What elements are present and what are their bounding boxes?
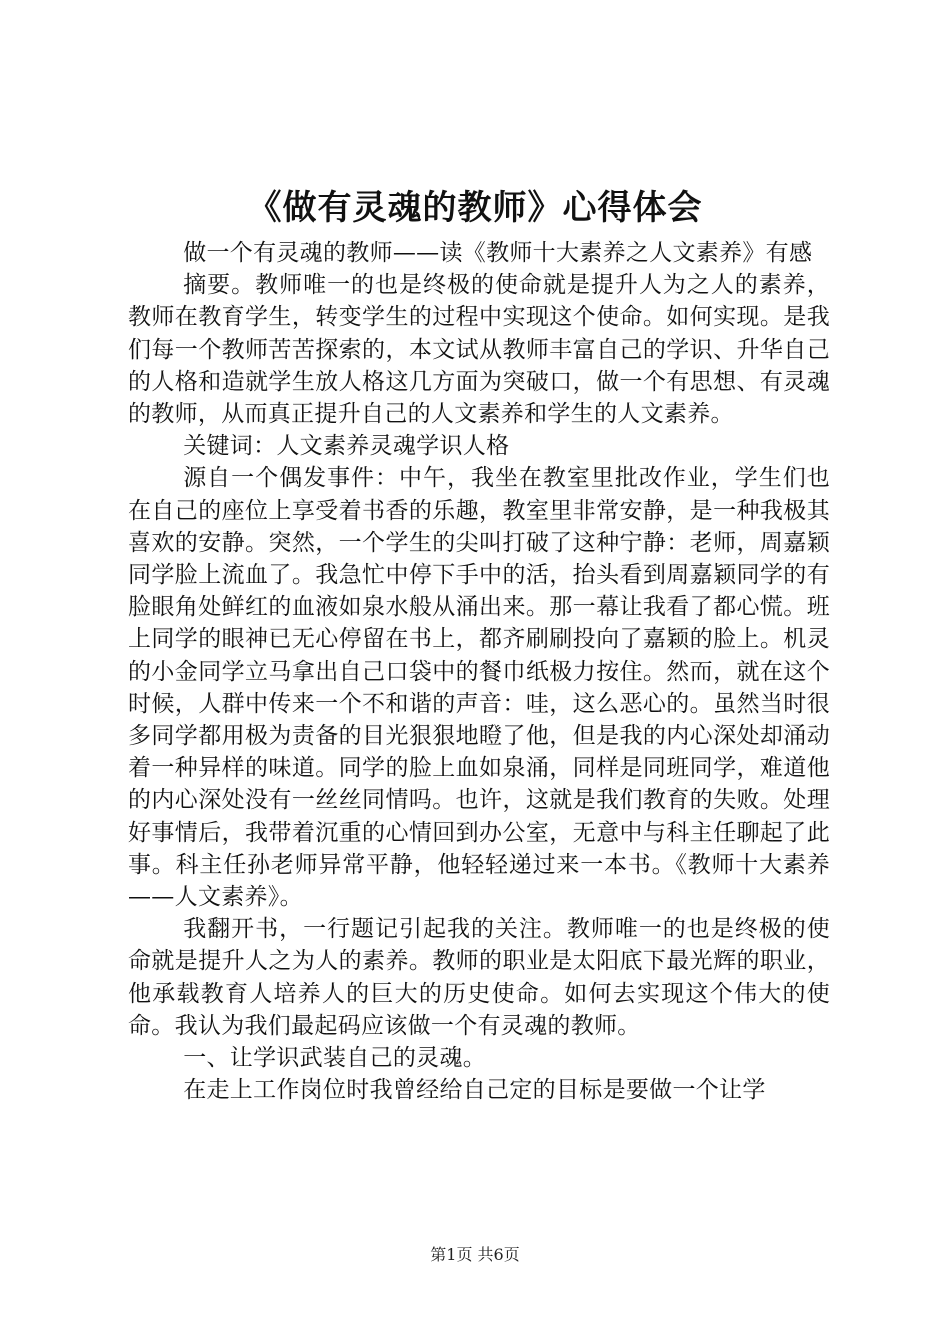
section-heading: 一、让学识武装自己的灵魂。 — [183, 1045, 487, 1072]
abstract-paragraph: 摘要。教师唯一的也是终极的使命就是提升人为之人的素养，教师在教育学生，转变学生的过程中实现这个使命。如何实现。是我们每一个教师苦苦探索的，本文试从教师丰富自己的学识、升华自己的人格和造就学生放人格这几方面为突破口，做一个有思想、有灵魂的教师，从而真正提升自己的人文素养和学生的人文素养。 — [128, 272, 830, 428]
body-paragraph: 我翻开书，一行题记引起我的关注。教师唯一的也是终极的使命就是提升人之为人的素养。教师的职业是太阳底下最光辉的职业，他承载教育人培养人的巨大的历史使命。如何去实现这个伟大的使命。我认为我们最起码应该做一个有灵魂的教师。 — [128, 916, 830, 1039]
document-title: 《做有灵魂的教师》心得体会 — [247, 188, 703, 228]
document-body — [128, 237, 830, 1106]
body-paragraph: 源自一个偶发事件：中午，我坐在教室里批改作业，学生们也在自己的座位上享受着书香的乐趣，教室里非常安静，是一种我极其喜欢的安静。突然，一个学生的尖叫打破了这种宁静：老师，周嘉颖同学脸上流血了。我急忙中停下手中的活，抬头看到周嘉颖同学的有脸眼角处鲜红的血液如泉水般从涌出来。那一幕让我看了都心慌。班上同学的眼神已无心停留在书上，都齐刷刷投向了嘉颖的脸上。机灵的小金同学立马拿出自己口袋中的餐巾纸极力按住。然而，就在这个时候，人群中传来一个不和谐的声音：哇，这么恶心的。虽然当时很多同学都用极为责备的目光狠狠地瞪了他，但是我的内心深处却涌动着一种异样的味道。同学的脸上血如泉涌，同样是同班同学，难道他的内心深处没有一丝丝同情吗。也许，这就是我们教育的失败。处理好事情后，我带着沉重的心情回到办公室，无意中与科主任聊起了此事。科主任孙老师异常平静，他轻轻递过来一本书。《教师十大素养——人文素养》。 — [128, 465, 830, 911]
keywords-paragraph: 关键词：人文素养灵魂学识人格 — [183, 433, 510, 460]
page-footer: 第1页 共6页 — [430, 1245, 520, 1264]
subtitle-paragraph: 做一个有灵魂的教师——读《教师十大素养之人文素养》有感 — [183, 240, 813, 266]
body-paragraph: 在走上工作岗位时我曾经给自己定的目标是要做一个让学 — [183, 1077, 766, 1104]
